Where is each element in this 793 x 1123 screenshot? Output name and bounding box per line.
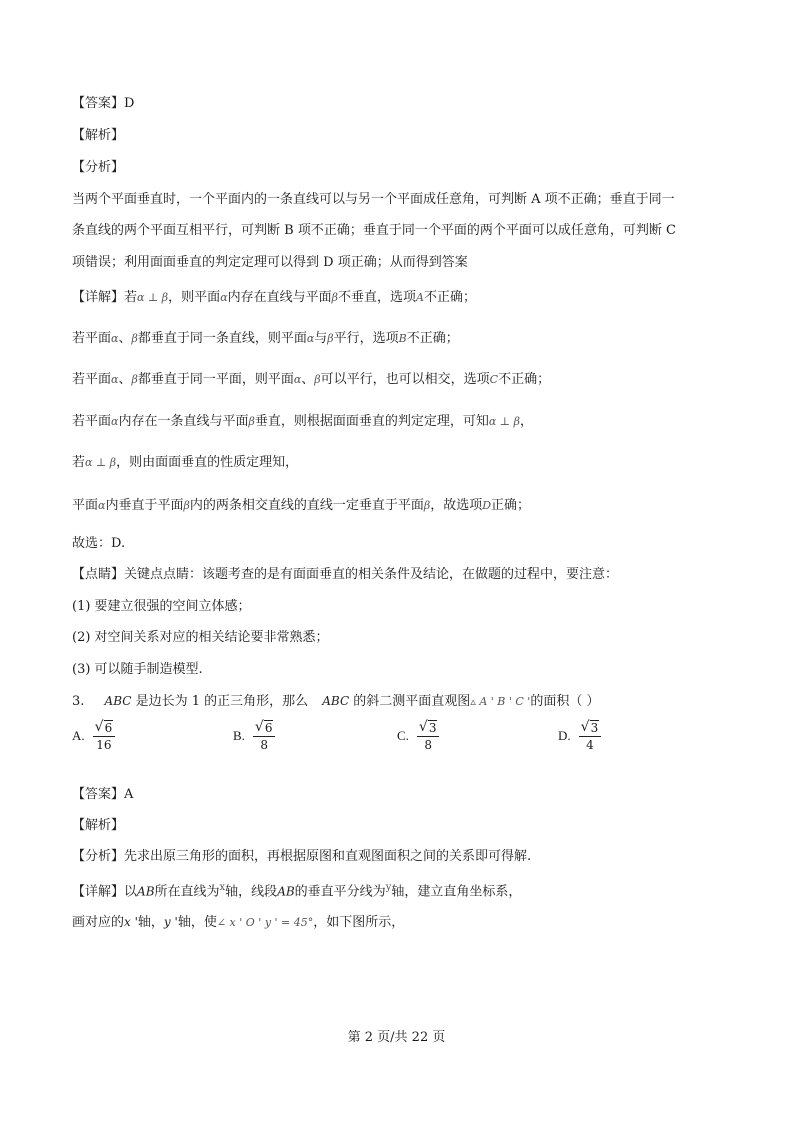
answer-value: D xyxy=(124,96,135,111)
math-alpha: α xyxy=(111,415,119,428)
math-abc: ABC xyxy=(104,694,132,708)
math-beta: β xyxy=(131,373,138,386)
math-beta: β xyxy=(183,499,190,512)
dianjing-item-3: (3) 可以随手制造模型. xyxy=(72,662,203,677)
detail-line-1 xyxy=(72,879,521,901)
text: 内存在一条直线与平面 xyxy=(118,414,249,429)
math-y-prime: y ' xyxy=(163,915,178,929)
math-triangle-abc-prime: ▵ A ' B ' C ' xyxy=(470,695,531,708)
detail-tag: 【详解】 xyxy=(72,884,125,900)
text: 与 xyxy=(314,331,328,346)
math-angle: ∠ x ' O ' y ' = 45° xyxy=(216,916,314,929)
math-alpha: α xyxy=(98,499,106,512)
math-beta: β xyxy=(327,332,334,345)
text: 内垂直于平面 xyxy=(105,498,184,513)
fenxi-tag: 【分析】 xyxy=(72,849,125,864)
text: 是边长为 1 的正三角形，那么 xyxy=(135,694,309,709)
denominator: 4 xyxy=(586,738,594,752)
answer-tag: 【答案】 xyxy=(72,96,125,111)
radicand: 6 xyxy=(104,721,113,735)
math-ab: AB xyxy=(277,884,295,899)
text: ，如下图所示， xyxy=(313,915,405,930)
text: 平面 xyxy=(72,498,99,513)
math-abc: ABC xyxy=(322,694,350,708)
text: 若 xyxy=(124,290,138,305)
fraction: √ 6 16 xyxy=(93,720,116,752)
text: 、 xyxy=(301,372,315,387)
fenxi-text: 先求出原三角形的面积，再根据原图和直观图面积之间的关系即可得解. xyxy=(124,849,532,864)
fraction: √ 3 4 xyxy=(579,720,602,752)
text: ，故选项 xyxy=(430,498,483,513)
math-x-prime: x ' xyxy=(124,915,138,929)
math-option-a: A xyxy=(416,291,424,304)
option-a[interactable] xyxy=(72,720,115,752)
fenxi-heading: 【分析】 xyxy=(72,160,125,175)
question-3-stem xyxy=(72,692,599,711)
detail-line-4 xyxy=(72,413,533,431)
text: 可以平行，也可以相交，选项 xyxy=(320,372,490,387)
dianjing-text: 关键点点睛：该题考查的是有面面垂直的相关条件及结论，在做题的过程中，要注意： xyxy=(124,567,619,582)
option-label: D. xyxy=(558,728,571,743)
text: 、 xyxy=(118,372,132,387)
text: 正确； xyxy=(491,498,531,513)
detail-line-6 xyxy=(72,497,530,515)
answer-line xyxy=(72,786,133,804)
text: 都垂直于同一条直线，则平面 xyxy=(137,331,307,346)
math-option-c: C xyxy=(489,373,499,386)
math-alpha: α xyxy=(111,373,119,386)
fenxi-line-2: 条直线的两个平面互相平行，可判断 B 项不正确；垂直于同一个平面的两个平面可以成任意角，可判断 C xyxy=(72,223,676,238)
text: 若平面 xyxy=(72,372,112,387)
math-alpha: α xyxy=(306,332,315,345)
fenxi-line-1: 当两个平面垂直时，一个平面内的一条直线可以与另一个平面成任意角，可判断 A 项不正确；垂直于同一 xyxy=(72,192,675,207)
math-alpha: α xyxy=(220,291,228,304)
math-beta: β xyxy=(131,332,138,345)
denominator: 8 xyxy=(260,738,269,752)
text: 垂直，则根据面面垂直的判定定理，可知 xyxy=(254,414,489,429)
option-d[interactable] xyxy=(558,720,601,752)
radicand: 6 xyxy=(264,721,273,735)
math-alpha-perp-beta: α ⊥ β xyxy=(85,456,117,469)
option-b[interactable] xyxy=(233,720,275,752)
option-c[interactable] xyxy=(397,720,439,752)
math-beta: β xyxy=(314,373,321,386)
text: ， xyxy=(519,414,533,429)
fraction: √ 3 8 xyxy=(417,720,440,752)
text: 不正确； xyxy=(498,372,551,387)
text: ，则由面面垂直的性质定理知， xyxy=(116,455,299,470)
math-x: x xyxy=(219,882,226,893)
option-label: C. xyxy=(397,728,409,743)
text: 所在直线为 xyxy=(154,884,220,900)
text: 的垂直平分线为 xyxy=(294,884,386,900)
text: ，则平面 xyxy=(168,290,221,305)
detail-line-2 xyxy=(72,913,404,932)
choice-line: 故选：D. xyxy=(72,536,126,551)
text: 不正确； xyxy=(406,331,459,346)
text: 不正确； xyxy=(423,290,476,305)
text: 、 xyxy=(118,331,132,346)
math-alpha: α xyxy=(111,332,119,345)
detail-line-5 xyxy=(72,454,298,472)
answer-value: A xyxy=(124,787,134,802)
text: 轴，使 xyxy=(177,915,217,930)
text: 轴， xyxy=(137,915,164,930)
option-label: A. xyxy=(72,728,85,743)
text: 若平面 xyxy=(72,414,112,429)
answer-line xyxy=(72,95,134,113)
text: 画对应的 xyxy=(72,915,125,930)
math-option-b: B xyxy=(398,332,407,345)
math-beta: β xyxy=(331,291,338,304)
text: 轴，建立直角坐标系， xyxy=(391,884,522,900)
text: 的面积（ ） xyxy=(530,694,600,709)
denominator: 16 xyxy=(96,738,112,752)
text: 不垂直，选项 xyxy=(338,290,417,305)
math-y: y xyxy=(385,882,392,893)
question-number: 3. xyxy=(72,694,85,709)
text: 以 xyxy=(124,884,138,900)
detail-line-2 xyxy=(72,330,459,348)
math-beta: β xyxy=(248,415,255,428)
denominator: 8 xyxy=(424,738,433,752)
analysis-heading: 【解析】 xyxy=(72,818,125,833)
math-alpha-perp-beta: α ⊥ β xyxy=(137,291,169,304)
option-label: B. xyxy=(233,728,245,743)
text: 平行，选项 xyxy=(333,331,399,346)
text: 若 xyxy=(72,455,86,470)
text: 的斜二测平面直观图 xyxy=(353,694,471,709)
dianjing-line xyxy=(72,566,618,584)
math-option-d: D xyxy=(482,499,492,512)
page-footer: 第 2 页/共 22 页 xyxy=(347,1030,446,1045)
math-ab: AB xyxy=(137,884,155,899)
detail-line-1 xyxy=(72,289,476,307)
answer-tag: 【答案】 xyxy=(72,787,125,802)
detail-line-3 xyxy=(72,371,550,389)
radicand: 3 xyxy=(428,721,437,735)
dianjing-item-2: (2) 对空间关系对应的相关结论要非常熟悉； xyxy=(72,630,329,645)
fraction: √ 6 8 xyxy=(253,720,276,752)
radicand: 3 xyxy=(590,721,599,735)
text: 内存在直线与平面 xyxy=(227,290,332,305)
fenxi-line xyxy=(72,848,531,866)
detail-tag: 【详解】 xyxy=(72,290,125,305)
text: 都垂直于同一平面，则平面 xyxy=(137,372,294,387)
math-alpha: α xyxy=(293,373,302,386)
dianjing-tag: 【点睛】 xyxy=(72,567,125,582)
math-beta: β xyxy=(423,499,431,512)
text: 内的两条相交直线的直线一定垂直于平面 xyxy=(189,498,424,513)
text: 若平面 xyxy=(72,331,112,346)
text: 轴，线段 xyxy=(225,884,278,900)
fenxi-line-3: 项错误；利用面面垂直的判定定理可以得到 D 项正确；从而得到答案 xyxy=(72,255,468,270)
dianjing-item-1: (1) 要建立很强的空间立体感； xyxy=(72,599,251,614)
analysis-heading: 【解析】 xyxy=(72,128,125,143)
math-alpha-perp-beta: α ⊥ β xyxy=(488,415,520,428)
